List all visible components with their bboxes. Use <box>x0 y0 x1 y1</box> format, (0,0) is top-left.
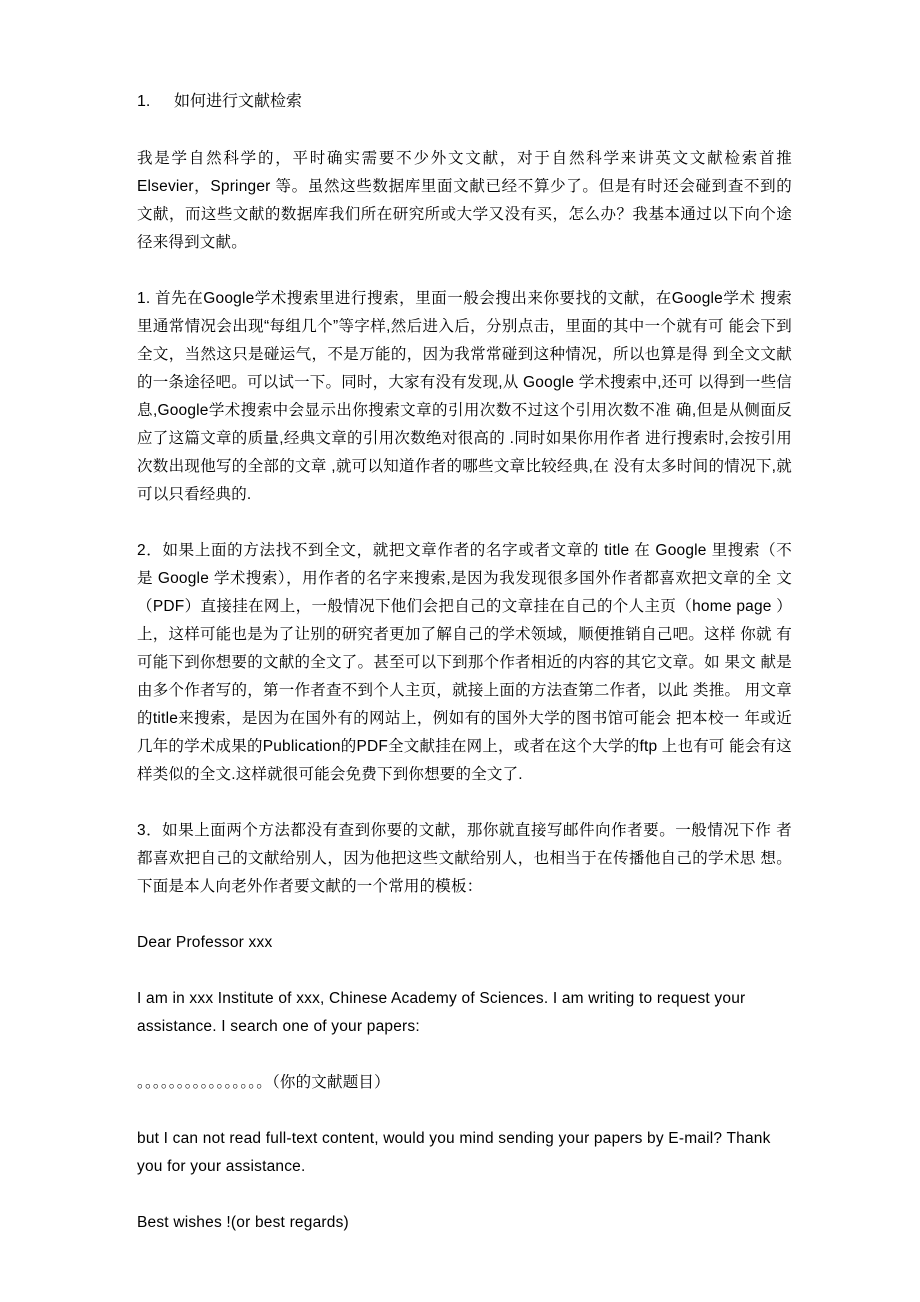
paragraph-email-body-1: I am in xxx Institute of xxx, Chinese Academy of Sciences. I am writing to request your assistance. I search one of your papers: <box>137 990 746 1035</box>
document-title-number: 1. <box>137 93 151 110</box>
paragraph-method-3: 3．如果上面两个方法都没有查到你要的文献，那你就直接写邮件向作者要。一般情况下作 者都喜欢把自己的文献给别人，因为他把这些文献给别人，也相当于在传播他自己的学术思 想。下面是本人向老外作者要文献的一个常用的模板： <box>137 822 792 895</box>
document-title-text: 如何进行文献检索 <box>174 93 303 110</box>
paragraph-email-salutation: Dear Professor xxx <box>137 934 273 951</box>
paragraph-method-1: 1. 首先在Google学术搜索里进行搜索，里面一般会搜出来你要找的文献，在Google学术 搜索里通常情况会出现“每组几个”等字样,然后进入后，分别点击，里面的其中一个就有可 能会下到全文，当然这只是碰运气，不是万能的，因为我常常碰到这种情况，所以也算是得 到全文文献的一条途径吧。可以试一下。同时，大家有没有发现,从 Google 学术搜索中,还可 以得到一些信息,Google学术搜索中会显示出你搜索文章的引用次数不过这个引用次数不准 确,但是从侧面反应了这篇文章的质量,经典文章的引用次数绝对很高的 .同时如果你用作者 进行搜索时,会按引用次数出现他写的全部的文章 ,就可以知道作者的哪些文章比较经典,在 没有太多时间的情况下,就可以只看经典的. <box>137 290 792 503</box>
document-title <box>137 88 792 116</box>
paragraph-email-body-2: but I can not read full-text content, would you mind sending your papers by E-mail? Thank you for your assistance. <box>137 1130 771 1175</box>
paragraph-email-paper-title-placeholder: 。。。。。。。。。。。。。。。。（你的文献题目） <box>137 1074 390 1091</box>
paragraph-method-2: 2．如果上面的方法找不到全文，就把文章作者的名字或者文章的 title 在 Google 里搜索（不 是 Google 学术搜索），用作者的名字来搜索,是因为我发现很多国外作者都喜欢把文章的全 文（PDF）直接挂在网上，一般情况下他们会把自己的文章挂在自己的个人主页（home page ） 上，这样可能也是为了让别的研究者更加了解自己的学术领域，顺便推销自己吧。这样 你就 有可能下到你想要的文献的全文了。甚至可以下到那个作者相近的内容的其它文章。如 果文 献是由多个作者写的，第一作者查不到个人主页，就接上面的方法查第二作者，以此 类推。 用文章的title来搜索，是因为在国外有的网站上，例如有的国外大学的图书馆可能会 把本校一 年或近几年的学术成果的Publication的PDF全文献挂在网上，或者在这个大学的ftp 上也有可 能会有这样类似的全文.这样就很可能会免费下到你想要的全文了. <box>137 542 792 783</box>
paragraph-intro: 我是学自然科学的，平时确实需要不少外文文献，对于自然科学来讲英文文献检索首推 Elsevier，Springer 等。虽然这些数据库里面文献已经不算少了。但是有时还会碰到查不到的文献，而这些文献的数据库我们所在研究所或大学又没有买，怎么办？我基本通过以下向个途径来得到文献。 <box>137 150 792 251</box>
paragraph-email-closing: Best wishes !(or best regards) <box>137 1214 349 1231</box>
